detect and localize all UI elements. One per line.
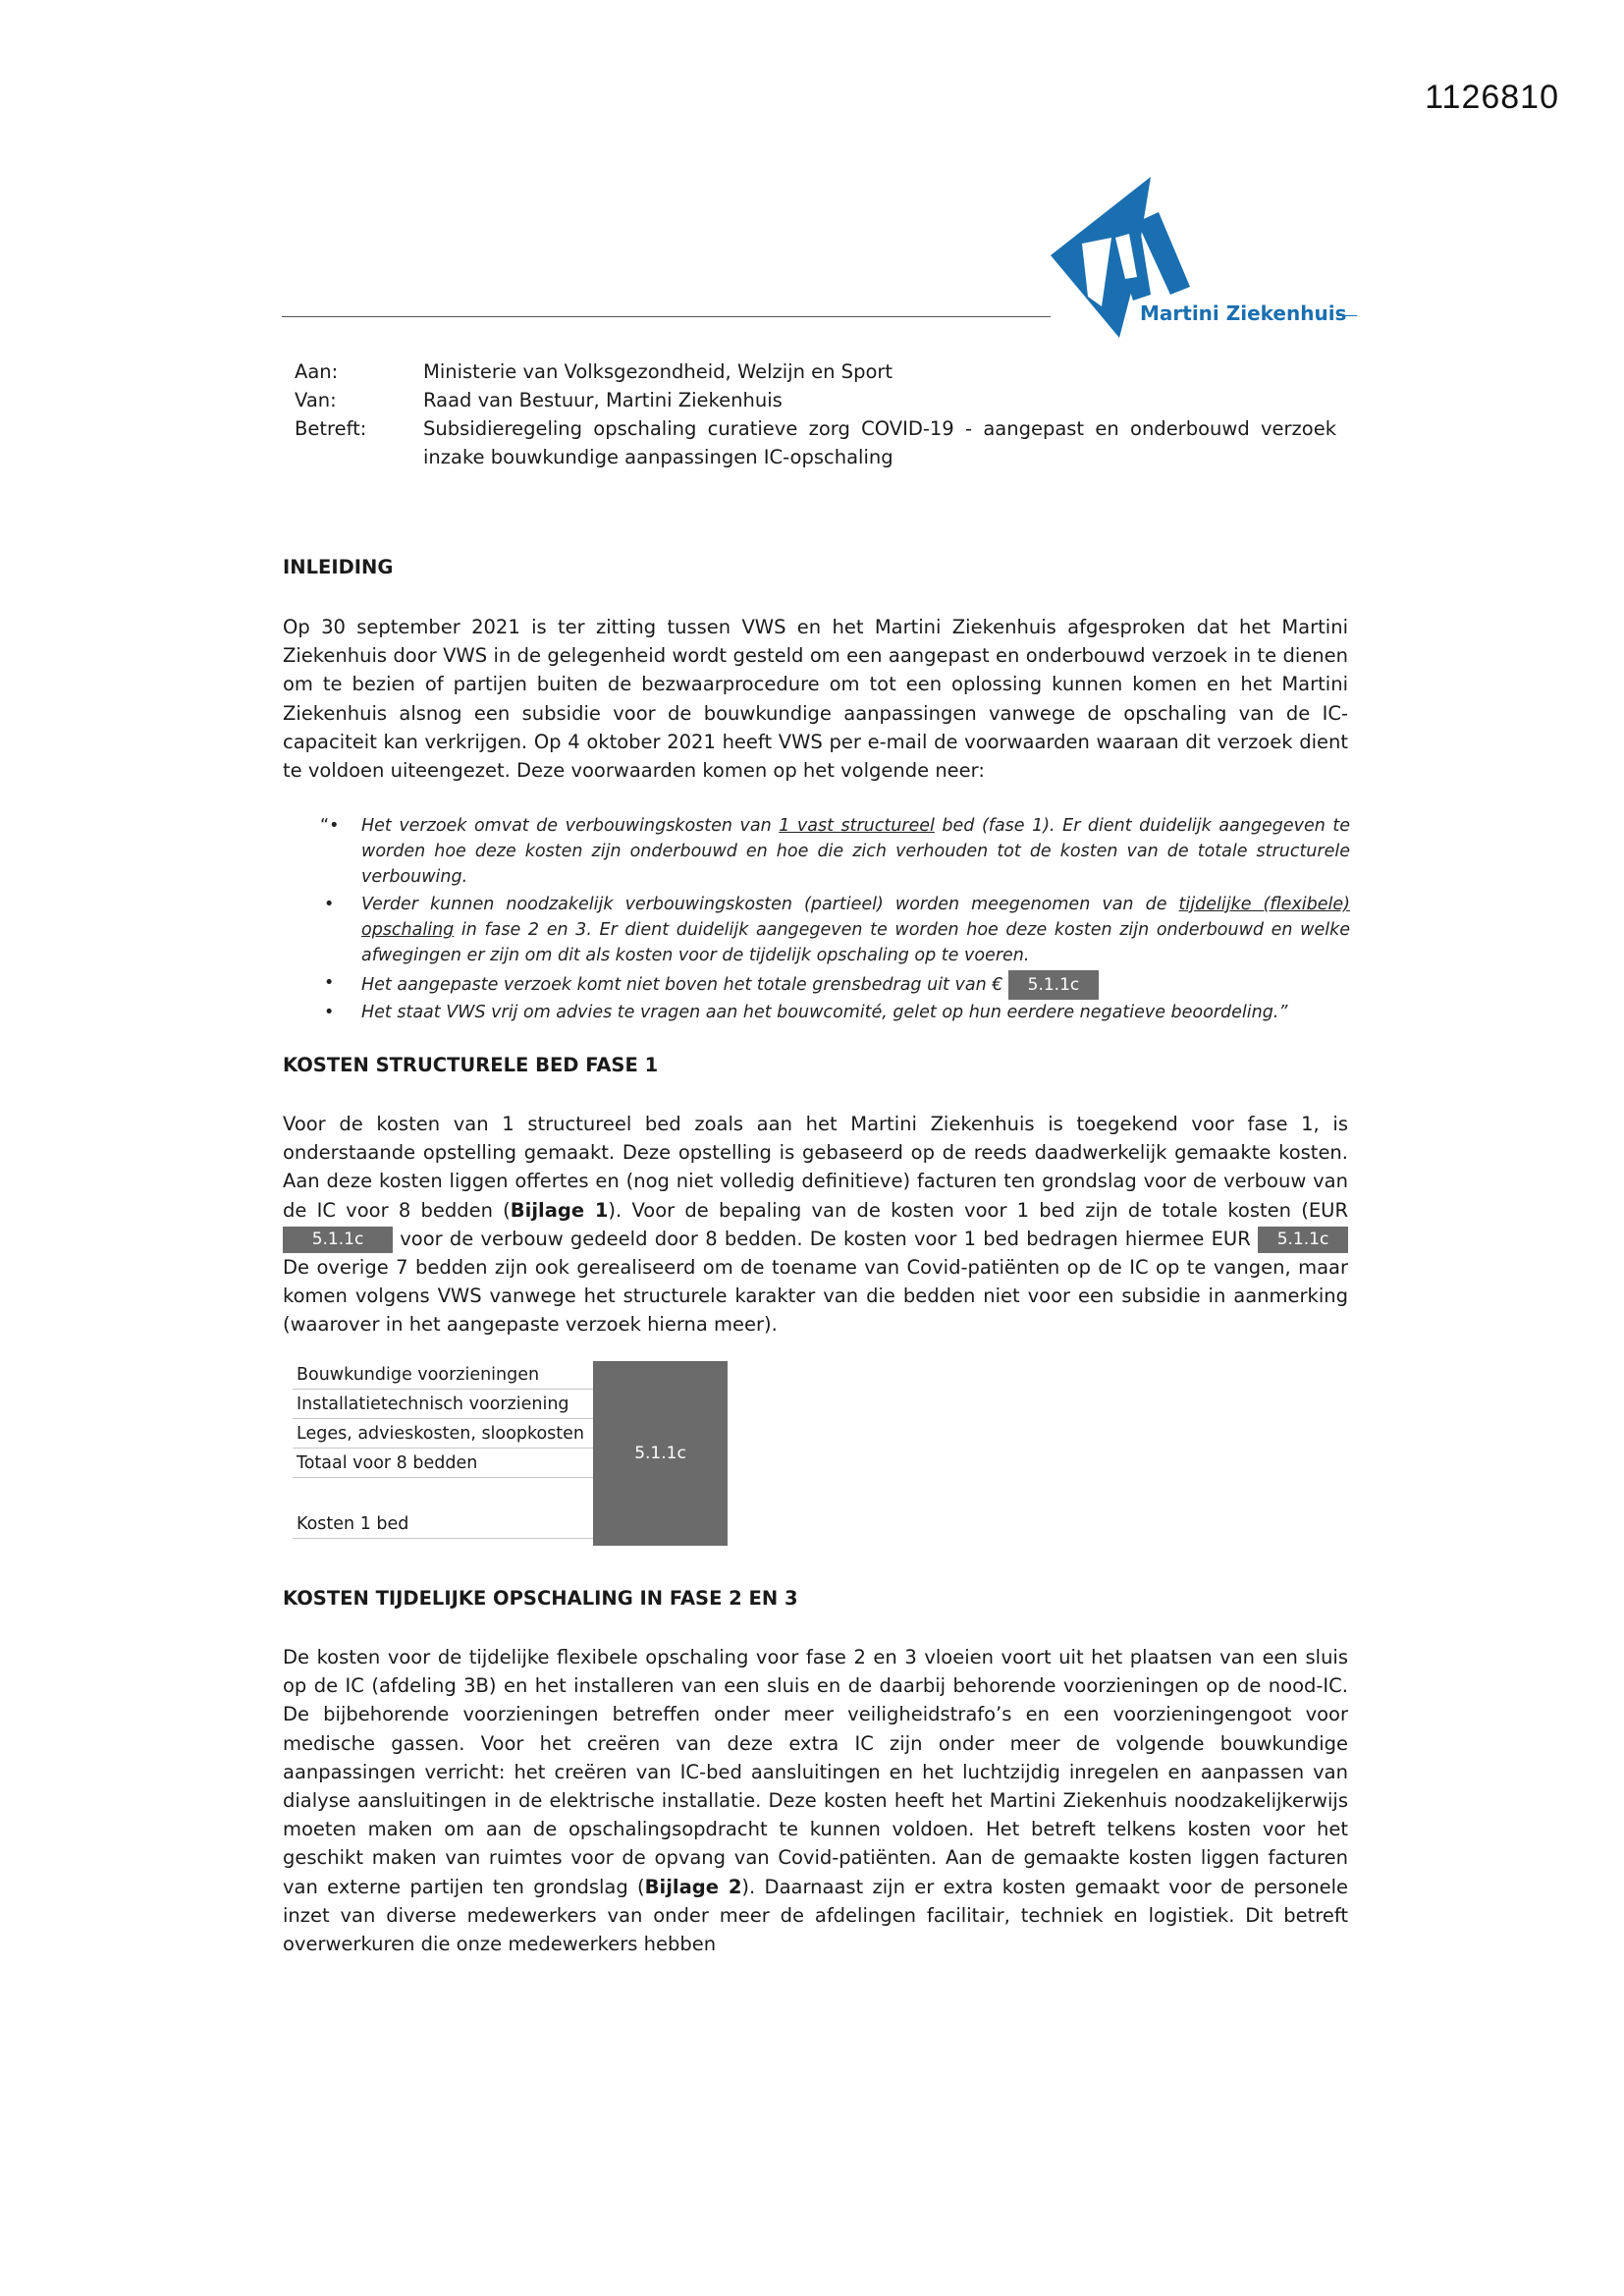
from-row (295, 386, 1336, 414)
from-label: Van: (295, 389, 337, 411)
item2-text-b: in fase 2 en 3. Er dient duidelijk aangegeven te worden hoe deze kosten zijn onderbouwd en welke afwegingen er zijn om dit als kosten voor de tijdelijk opschaling op te voeren. (361, 920, 1350, 965)
redaction-box: 5.1.1c (1008, 970, 1099, 1000)
table-cell: Installatietechnisch voorziening (293, 1390, 593, 1419)
logo-text: Martini Ziekenhuis (1140, 301, 1347, 325)
temporary-paragraph (283, 1643, 1348, 1958)
structural-text-b: ). Voor de bepaling van de kosten voor 1 bed zijn de totale kosten (EUR (608, 1198, 1348, 1222)
structural-text-d: De overige 7 bedden zijn ook gerealiseerd om de toename van Covid-patiënten op de IC op te vangen, maar komen volgens VWS vanwege het structurele karakter van die bedden niet voor een subsidie in aanmerking (waarover in het aangepaste verzoek hierna meer). (283, 1256, 1348, 1337)
structural-paragraph (283, 1110, 1348, 1339)
item1-text-a: Het verzoek omvat de verbouwingskosten van (361, 816, 780, 836)
subject-value: Subsidieregeling opschaling curatieve zorg COVID-19 - aangepast en onderbouwd verzoek inzake bouwkundige aanpassingen IC-opschaling (423, 417, 1336, 468)
conditions-quote (320, 813, 1350, 1025)
to-row (295, 357, 1336, 386)
bullet: • (324, 973, 335, 993)
to-value: Ministerie van Volksgezondheid, Welzijn en Sport (423, 360, 893, 383)
table-cell (293, 1478, 593, 1510)
attachment-2-ref: Bijlage 2 (644, 1875, 742, 1898)
subject-row (295, 414, 1336, 471)
redaction-box: 5.1.1c (283, 1227, 393, 1253)
list-item (324, 970, 1350, 1000)
structural-text-c: voor de verbouw gedeeld door 8 bedden. De kosten voor 1 bed bedragen hiermee EUR (393, 1227, 1251, 1250)
temporary-text-a: De kosten voor de tijdelijke flexibele opschaling voor fase 2 en 3 vloeien voort uit het plaatsen van een sluis op de IC (afdeling 3B) en het installeren van een sluis en de daarbij behorende voorzieningen op de nood-IC. De bijbehorende voorzieningen betreffen onder meer veiligheidstrafo’s en een voorzieningengoot voor medische gassen. Voor het creëren van deze extra IC zijn onder meer de volgende bouwkundige aanpassingen verricht: het creëren van IC-bed aansluitingen en het luchtzijdig inregelen en aanpassen van dialyse aansluitingen in de elektrische installatie. Deze kosten heeft het Martini Ziekenhuis noodzakelijkerwijs moeten maken om aan de opschalingsopdracht te kunnen voldoen. Het betreft telkens kosten voor het geschikt maken van ruimtes voor de opvang van Covid-patiënten. Aan de gemaakte kosten liggen facturen van externe partijen ten grondslag ( (283, 1646, 1348, 1898)
table-row (293, 1390, 593, 1419)
section-title-structural: KOSTEN STRUCTURELE BED FASE 1 (283, 1054, 659, 1076)
attachment-1-ref: Bijlage 1 (510, 1198, 609, 1222)
quote-open-bullet: “• (320, 816, 340, 836)
bullet: • (324, 895, 335, 914)
table-row (293, 1478, 593, 1510)
header-rule (282, 316, 1051, 317)
temporary-text-b: ). Daarnaast zijn er extra kosten gemaakt voor de personele inzet van diverse medewerkers van onder meer de afdelingen facilitair, techniek en logistiek. Dit betreft overwerkuren die onze medewerkers hebben (283, 1875, 1348, 1956)
table-cell: Leges, advieskosten, sloopkosten (293, 1419, 593, 1449)
from-value: Raad van Bestuur, Martini Ziekenhuis (423, 389, 783, 411)
table-row (293, 1419, 593, 1449)
item1-underlined: 1 vast structureel (779, 816, 935, 836)
section-title-temporary: KOSTEN TIJDELIJKE OPSCHALING IN FASE 2 EN 3 (283, 1587, 798, 1610)
item2-text-a: Verder kunnen noodzakelijk verbouwingskosten (partieel) worden meegenomen van de (361, 895, 1179, 914)
redaction-box: 5.1.1c (1258, 1227, 1348, 1253)
logo-dash (1337, 315, 1357, 316)
structural-text-a: Voor de kosten van 1 structureel bed zoals aan het Martini Ziekenhuis is toegekend voor fase 1, is onderstaande opstelling gemaakt. Deze opstelling is gebaseerd op de reeds daadwerkelijk gemaakte kosten. Aan deze kosten liggen offertes en (nog niet volledig definitieve) facturen ten grondslag voor de verbouw van de IC voor 8 bedden ( (283, 1113, 1348, 1222)
table-row (293, 1509, 593, 1539)
item3-text: Het aangepaste verzoek komt niet boven het totale grensbedrag uit van € (361, 975, 1003, 995)
table-cell: Totaal voor 8 bedden (293, 1449, 593, 1478)
table-redaction-box: 5.1.1c (593, 1361, 728, 1546)
memo-header (295, 357, 1336, 471)
item4-text: Het staat VWS vrij om advies te vragen aan het bouwcomité, gelet op hun eerdere negatieve beoordeling.” (361, 1003, 1288, 1022)
list-item (324, 892, 1350, 968)
table-row (293, 1449, 593, 1478)
document-number: 1126810 (1425, 79, 1559, 116)
item2-underlined: tijdelijke (flexibele) opschaling (361, 895, 1350, 940)
table-cell: Bouwkundige voorzieningen (293, 1360, 593, 1390)
table-row (293, 1360, 593, 1390)
table-cell: Kosten 1 bed (293, 1509, 593, 1539)
intro-text: Op 30 september 2021 is ter zitting tussen VWS en het Martini Ziekenhuis afgesproken dat het Martini Ziekenhuis door VWS in de gelegenheid wordt gesteld om een aangepast en onderbouwd verzoek in te dienen om te bezien of partijen buiten de bezwaarprocedure om tot een oplossing kunnen komen en het Martini Ziekenhuis alsnog een subsidie voor de bouwkundige aanpassingen vanwege de opschaling van de IC-capaciteit kan verkrijgen. Op 4 oktober 2021 heeft VWS per e-mail de voorwaarden waaraan dit verzoek dient te voldoen uiteengezet. Deze voorwaarden komen op het volgende neer: (283, 616, 1348, 783)
cost-table (293, 1360, 593, 1539)
to-label: Aan: (295, 360, 339, 383)
bullet: • (324, 1003, 335, 1022)
item1-text-b: bed (fase 1). Er dient duidelijk aangegeven te worden hoe deze kosten zijn onderbouwd en hoe die zich verhouden tot de kosten van de totale structurele verbouwing. (361, 816, 1350, 887)
list-item (320, 813, 1350, 890)
intro-paragraph (283, 613, 1348, 785)
subject-label: Betreft: (295, 417, 367, 440)
list-item (324, 1000, 1350, 1025)
section-title-intro: INLEIDING (283, 556, 394, 578)
